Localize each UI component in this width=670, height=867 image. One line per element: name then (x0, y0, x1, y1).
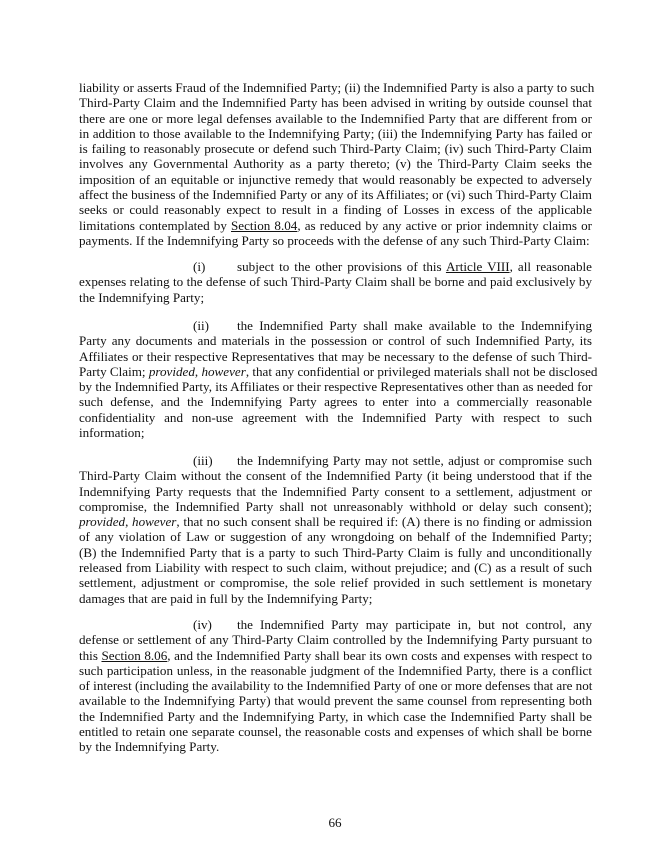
text-span: subject to the other provisions of this (237, 259, 446, 274)
text-span: the Indemnified Party shall make available to the Indemnifying (237, 318, 592, 333)
text-line (79, 663, 592, 678)
text-span: released from Liability with respect to such claim, without prejudice; and (C) as a result of such (79, 560, 592, 576)
text-span: imposition of an equitable or injunctive remedy that would reasonably be expected to adversely (79, 171, 592, 187)
text-line (79, 290, 592, 305)
text-span: involves any Governmental Authority as a party thereto; (v) the Third-Party Claim seeks the (79, 156, 592, 172)
text-line (79, 318, 592, 333)
text-line (79, 233, 592, 248)
paragraph-clause-i (79, 259, 592, 305)
page-number: 66 (328, 815, 342, 830)
text-line (79, 468, 592, 483)
text-span: information; (79, 425, 145, 441)
text-span: Party Claim; (79, 363, 149, 379)
text-span: confidentiality and non-use agreement with the Indemnified Party with respect to such (79, 409, 592, 425)
text-span: Party any documents and materials in the possession or control of such Indemnified Party, its (79, 333, 592, 349)
text-span: by the Indemnifying Party. (79, 739, 220, 755)
text-line (79, 545, 592, 560)
text-span: Third-Party Claim and the Indemnified Party has been advised in writing by outside counsel that (79, 95, 592, 111)
text-line (79, 111, 592, 126)
text-line (79, 693, 592, 708)
text-line (79, 379, 592, 394)
text-line (79, 425, 592, 440)
text-line (79, 724, 592, 739)
text-line (79, 172, 592, 187)
text-line (79, 410, 592, 425)
text-line (79, 363, 598, 379)
text-line (79, 187, 592, 202)
text-line (79, 678, 592, 693)
text-span: Third-Party Claim without the consent of the Indemnified Party (it being understood that if the (79, 468, 592, 484)
text-line (79, 274, 592, 289)
text-span: the Indemnifying Party may not settle, adjust or compromise such (237, 453, 592, 468)
text-span: by the Indemnified Party, its Affiliates or their respective Representatives other than as needed for (79, 379, 593, 395)
text-line (79, 529, 592, 544)
text-span: this (79, 647, 102, 663)
text-span: of interest (including the availability to the Indemnified Party of one or more defenses that are not (79, 678, 593, 694)
text-line (79, 95, 592, 110)
text-span: payments. If the Indemnifying Party so proceeds with the defense of any such Third-Party Claim: (79, 232, 590, 248)
text-line (79, 156, 592, 171)
text-span: there are one or more legal defenses available to the Indemnified Party that are different from or (79, 110, 592, 126)
clause-label: (i) (193, 259, 206, 274)
text-span: compromise, the Indemnified Party shall not unreasonably withhold or delay such consent); (79, 498, 592, 514)
text-span: expenses relating to the defense of such Third-Party Claim shall be borne and paid exclusively by (79, 274, 592, 290)
text-span: Affiliates or their respective Representatives that may be necessary to the defense of such Third- (79, 348, 592, 364)
text-span: of any violation of Law or suggestion of any wrongdoing on behalf of the Indemnified Party; (79, 529, 592, 545)
text-span: damages that are paid in full by the Indemnifying Party; (79, 590, 373, 606)
text-span: the Indemnifying Party; (79, 289, 205, 305)
text-span: , that any confidential or privileged materials shall not be disclosed (245, 363, 598, 379)
text-line (79, 394, 592, 409)
text-span: , as reduced by any active or prior indemnity claims or (297, 217, 592, 233)
text-span: available to the Indemnifying Party) that would prevent the same counsel from representing both (79, 693, 592, 709)
text-span: settlement, adjustment or compromise, the sole relief provided in such settlement is monetary (79, 575, 592, 591)
text-span: liability or asserts Fraud of the Indemnified Party; (ii) the Indemnified Party is also a party to such (79, 80, 595, 95)
text-span: entitled to retain one separate counsel, the reasonable costs and expenses of which shall be borne (79, 724, 592, 740)
text-line (79, 499, 592, 514)
italic-term: provided (79, 514, 126, 530)
text-line (79, 259, 592, 274)
text-span: in addition to those available to the Indemnifying Party; (iii) the Indemnifying Party has failed or (79, 125, 592, 141)
text-span: is failing to reasonably prosecute or defend such Third-Party Claim; (iv) such Third-Party Claim (79, 141, 592, 157)
italic-term: however (132, 514, 177, 530)
text-line (79, 739, 592, 754)
paragraph-intro (79, 80, 595, 248)
text-span: such participation unless, in the reasonable judgment of the Indemnified Party, there is a conflict (79, 662, 592, 678)
text-span: affect the business of the Indemnified Party or any of its Affiliates; or (vi) such Third-Party Claim (79, 187, 592, 203)
text-line (79, 80, 595, 95)
text-span: the Indemnified Party and the Indemnifying Party, in which case the Indemnified Party shall be (79, 708, 592, 724)
paragraph-clause-iii (79, 453, 592, 606)
text-span: (B) the Indemnified Party that is a party to such Third-Party Claim is fully and unconditionally (79, 544, 592, 560)
text-line (79, 349, 592, 364)
text-span: , that no such consent shall be required if: (A) there is no finding or admission (176, 514, 592, 530)
text-line (79, 617, 592, 632)
paragraph-clause-ii (79, 318, 598, 441)
clause-label: (iv) (193, 617, 212, 632)
text-span: , (194, 363, 202, 379)
text-span: defense or settlement of any Third-Party Claim controlled by the Indemnifying Party pursuant to (79, 632, 592, 648)
text-span: , (125, 514, 133, 530)
text-line (79, 141, 592, 156)
text-line (79, 591, 592, 606)
cross-reference-link: Section 8.06 (101, 647, 168, 663)
text-span: , and the Indemnified Party shall bear its own costs and expenses with respect to (167, 647, 592, 663)
text-line (79, 333, 592, 348)
text-span: the Indemnified Party may participate in, but not control, any (237, 617, 592, 632)
text-span: Indemnifying Party requests that the Indemnified Party consent to a settlement, adjustment or (79, 483, 592, 499)
italic-term: however (201, 363, 246, 379)
text-span: , all reasonable (509, 259, 592, 274)
text-line (79, 453, 592, 468)
text-line (79, 218, 592, 233)
text-line (79, 514, 592, 529)
text-line (79, 648, 592, 663)
clause-label: (ii) (193, 318, 209, 333)
clause-label: (iii) (193, 453, 213, 468)
text-line (79, 560, 592, 575)
text-line (79, 202, 592, 217)
text-line (79, 709, 592, 724)
text-span: seeks or could reasonably expect to result in a finding of Losses in excess of the applicable (79, 202, 592, 218)
text-line (79, 575, 592, 590)
text-line (79, 126, 592, 141)
italic-term: provided (148, 363, 195, 379)
text-span: limitations contemplated by (79, 217, 232, 233)
cross-reference-link: Section 8.04 (231, 217, 298, 233)
text-span: such defense, and the Indemnifying Party agrees to enter into a commercially reasonable (79, 394, 592, 410)
cross-reference-link: Article VIII (445, 259, 510, 274)
paragraph-clause-iv (79, 617, 592, 755)
text-line (79, 632, 592, 647)
text-line (79, 484, 592, 499)
